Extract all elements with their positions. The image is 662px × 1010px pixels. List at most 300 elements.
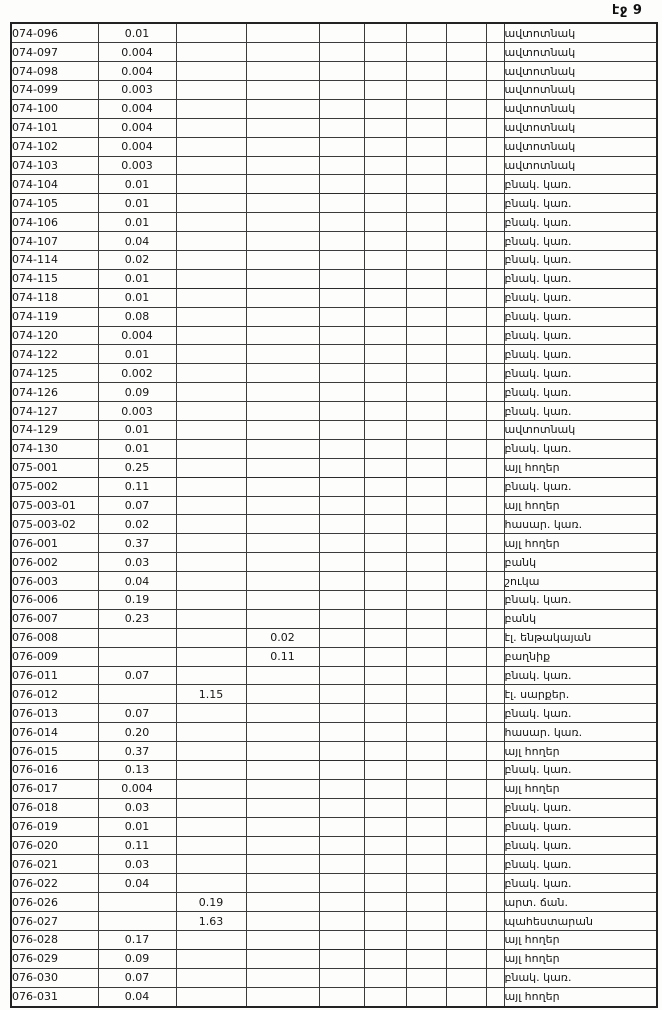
empty-cell bbox=[364, 817, 406, 836]
area-col3-cell bbox=[176, 99, 246, 118]
empty-cell bbox=[446, 439, 486, 458]
area-col3-cell bbox=[176, 402, 246, 421]
empty-cell bbox=[364, 572, 406, 591]
area-col3-cell bbox=[176, 968, 246, 987]
table-row bbox=[11, 194, 657, 213]
area-col4-cell bbox=[246, 685, 319, 704]
empty-cell bbox=[406, 553, 446, 572]
land-use-cell: բնակ. կառ. bbox=[504, 798, 657, 817]
empty-cell bbox=[319, 213, 364, 232]
empty-cell bbox=[486, 704, 504, 723]
parcel-id-cell: 074-104 bbox=[11, 175, 98, 194]
empty-cell bbox=[364, 458, 406, 477]
empty-cell bbox=[446, 43, 486, 62]
area-col3-cell bbox=[176, 458, 246, 477]
empty-cell bbox=[406, 43, 446, 62]
table-row bbox=[11, 213, 657, 232]
area-col3-cell bbox=[176, 628, 246, 647]
table-row bbox=[11, 137, 657, 156]
empty-cell bbox=[486, 723, 504, 742]
parcel-id-cell: 074-098 bbox=[11, 62, 98, 81]
area-col2-cell: 0.23 bbox=[98, 609, 176, 628]
area-col2-cell: 0.01 bbox=[98, 439, 176, 458]
parcel-id-cell: 074-127 bbox=[11, 402, 98, 421]
empty-cell bbox=[364, 345, 406, 364]
land-use-cell: բնակ. կառ. bbox=[504, 364, 657, 383]
parcel-id-cell: 076-009 bbox=[11, 647, 98, 666]
area-col2-cell: 0.04 bbox=[98, 987, 176, 1007]
empty-cell bbox=[364, 553, 406, 572]
empty-cell bbox=[364, 893, 406, 912]
land-use-cell: ավտոտնակ bbox=[504, 80, 657, 99]
empty-cell bbox=[406, 798, 446, 817]
area-col3-cell bbox=[176, 23, 246, 43]
empty-cell bbox=[446, 666, 486, 685]
empty-cell bbox=[406, 232, 446, 251]
area-col2-cell: 0.19 bbox=[98, 591, 176, 610]
empty-cell bbox=[446, 156, 486, 175]
table-row bbox=[11, 288, 657, 307]
empty-cell bbox=[319, 232, 364, 251]
area-col2-cell: 0.01 bbox=[98, 175, 176, 194]
area-col3-cell bbox=[176, 742, 246, 761]
table-row bbox=[11, 534, 657, 553]
empty-cell bbox=[486, 931, 504, 950]
empty-cell bbox=[319, 855, 364, 874]
empty-cell bbox=[486, 269, 504, 288]
empty-cell bbox=[486, 968, 504, 987]
area-col4-cell bbox=[246, 250, 319, 269]
area-col2-cell: 0.01 bbox=[98, 420, 176, 439]
table-row bbox=[11, 326, 657, 345]
empty-cell bbox=[319, 949, 364, 968]
empty-cell bbox=[446, 949, 486, 968]
area-col2-cell: 0.004 bbox=[98, 43, 176, 62]
empty-cell bbox=[406, 912, 446, 931]
area-col2-cell: 0.37 bbox=[98, 742, 176, 761]
parcel-id-cell: 076-020 bbox=[11, 836, 98, 855]
empty-cell bbox=[364, 156, 406, 175]
area-col4-cell bbox=[246, 893, 319, 912]
empty-cell bbox=[486, 874, 504, 893]
area-col4-cell bbox=[246, 439, 319, 458]
land-use-cell: բանկ bbox=[504, 553, 657, 572]
area-col2-cell: 0.004 bbox=[98, 137, 176, 156]
table-row bbox=[11, 685, 657, 704]
empty-cell bbox=[319, 458, 364, 477]
empty-cell bbox=[486, 250, 504, 269]
area-col3-cell bbox=[176, 496, 246, 515]
empty-cell bbox=[406, 307, 446, 326]
parcel-id-cell: 076-011 bbox=[11, 666, 98, 685]
table-row bbox=[11, 23, 657, 43]
empty-cell bbox=[319, 609, 364, 628]
area-col3-cell bbox=[176, 307, 246, 326]
area-col4-cell bbox=[246, 609, 319, 628]
empty-cell bbox=[364, 383, 406, 402]
area-col4-cell bbox=[246, 458, 319, 477]
area-col3-cell bbox=[176, 987, 246, 1007]
land-use-cell: բնակ. կառ. bbox=[504, 383, 657, 402]
empty-cell bbox=[319, 968, 364, 987]
empty-cell bbox=[486, 307, 504, 326]
empty-cell bbox=[364, 798, 406, 817]
land-use-cell: բնակ. կառ. bbox=[504, 269, 657, 288]
empty-cell bbox=[406, 742, 446, 761]
area-col3-cell: 0.19 bbox=[176, 893, 246, 912]
area-col3-cell bbox=[176, 647, 246, 666]
area-col2-cell: 0.07 bbox=[98, 968, 176, 987]
parcel-id-cell: 074-122 bbox=[11, 345, 98, 364]
area-col4-cell bbox=[246, 43, 319, 62]
land-use-cell: բնակ. կառ. bbox=[504, 761, 657, 780]
area-col2-cell: 0.07 bbox=[98, 704, 176, 723]
empty-cell bbox=[319, 288, 364, 307]
land-use-cell: ավտոտնակ bbox=[504, 43, 657, 62]
empty-cell bbox=[446, 364, 486, 383]
empty-cell bbox=[406, 628, 446, 647]
land-use-cell: ավտոտնակ bbox=[504, 62, 657, 81]
area-col4-cell bbox=[246, 666, 319, 685]
area-col2-cell: 0.13 bbox=[98, 761, 176, 780]
empty-cell bbox=[364, 137, 406, 156]
area-col2-cell: 0.01 bbox=[98, 288, 176, 307]
empty-cell bbox=[319, 666, 364, 685]
area-col4-cell bbox=[246, 855, 319, 874]
empty-cell bbox=[406, 99, 446, 118]
area-col4-cell bbox=[246, 779, 319, 798]
area-col2-cell: 0.25 bbox=[98, 458, 176, 477]
empty-cell bbox=[319, 572, 364, 591]
area-col2-cell: 0.01 bbox=[98, 213, 176, 232]
area-col3-cell bbox=[176, 477, 246, 496]
page-number: էջ 9 bbox=[612, 3, 643, 18]
table-row bbox=[11, 723, 657, 742]
table-row bbox=[11, 761, 657, 780]
empty-cell bbox=[486, 213, 504, 232]
empty-cell bbox=[319, 704, 364, 723]
area-col2-cell: 0.002 bbox=[98, 364, 176, 383]
area-col2-cell: 0.20 bbox=[98, 723, 176, 742]
empty-cell bbox=[364, 326, 406, 345]
empty-cell bbox=[319, 647, 364, 666]
area-col3-cell bbox=[176, 175, 246, 194]
table-row bbox=[11, 364, 657, 383]
land-use-cell: բաղնիք bbox=[504, 647, 657, 666]
parcel-id-cell: 074-103 bbox=[11, 156, 98, 175]
area-col3-cell bbox=[176, 439, 246, 458]
empty-cell bbox=[406, 704, 446, 723]
area-col2-cell: 0.03 bbox=[98, 553, 176, 572]
land-use-cell: ավտոտնակ bbox=[504, 99, 657, 118]
land-use-cell: բնակ. կառ. bbox=[504, 968, 657, 987]
parcel-id-cell: 076-031 bbox=[11, 987, 98, 1007]
area-col3-cell bbox=[176, 553, 246, 572]
area-col3-cell bbox=[176, 232, 246, 251]
empty-cell bbox=[486, 912, 504, 931]
table-row bbox=[11, 99, 657, 118]
area-col3-cell bbox=[176, 572, 246, 591]
parcel-id-cell: 076-017 bbox=[11, 779, 98, 798]
empty-cell bbox=[319, 439, 364, 458]
empty-cell bbox=[446, 704, 486, 723]
area-col4-cell bbox=[246, 62, 319, 81]
empty-cell bbox=[319, 779, 364, 798]
table-row bbox=[11, 893, 657, 912]
table-row bbox=[11, 420, 657, 439]
table-row bbox=[11, 496, 657, 515]
table-row bbox=[11, 307, 657, 326]
area-col3-cell bbox=[176, 137, 246, 156]
area-col3-cell bbox=[176, 383, 246, 402]
area-col4-cell: 0.02 bbox=[246, 628, 319, 647]
area-col2-cell: 0.03 bbox=[98, 798, 176, 817]
empty-cell bbox=[406, 572, 446, 591]
area-col3-cell bbox=[176, 666, 246, 685]
area-col2-cell: 0.004 bbox=[98, 62, 176, 81]
empty-cell bbox=[406, 723, 446, 742]
empty-cell bbox=[319, 137, 364, 156]
empty-cell bbox=[486, 534, 504, 553]
empty-cell bbox=[364, 402, 406, 421]
empty-cell bbox=[446, 62, 486, 81]
empty-cell bbox=[486, 194, 504, 213]
table-row bbox=[11, 383, 657, 402]
area-col4-cell bbox=[246, 118, 319, 137]
empty-cell bbox=[486, 477, 504, 496]
empty-cell bbox=[364, 761, 406, 780]
empty-cell bbox=[406, 477, 446, 496]
area-col4-cell: 0.11 bbox=[246, 647, 319, 666]
empty-cell bbox=[364, 628, 406, 647]
area-col2-cell bbox=[98, 912, 176, 931]
land-use-cell: բնակ. կառ. bbox=[504, 194, 657, 213]
empty-cell bbox=[406, 874, 446, 893]
empty-cell bbox=[486, 855, 504, 874]
parcel-id-cell: 074-101 bbox=[11, 118, 98, 137]
area-col4-cell bbox=[246, 572, 319, 591]
empty-cell bbox=[486, 232, 504, 251]
empty-cell bbox=[406, 402, 446, 421]
parcel-id-cell: 076-012 bbox=[11, 685, 98, 704]
table-row bbox=[11, 968, 657, 987]
empty-cell bbox=[364, 496, 406, 515]
empty-cell bbox=[446, 609, 486, 628]
empty-cell bbox=[406, 515, 446, 534]
table-row bbox=[11, 402, 657, 421]
empty-cell bbox=[446, 345, 486, 364]
area-col2-cell: 0.04 bbox=[98, 232, 176, 251]
empty-cell bbox=[446, 232, 486, 251]
empty-cell bbox=[486, 156, 504, 175]
empty-cell bbox=[364, 175, 406, 194]
table-row bbox=[11, 742, 657, 761]
empty-cell bbox=[446, 893, 486, 912]
parcel-id-cell: 074-125 bbox=[11, 364, 98, 383]
area-col4-cell bbox=[246, 496, 319, 515]
area-col3-cell: 1.15 bbox=[176, 685, 246, 704]
empty-cell bbox=[364, 685, 406, 704]
empty-cell bbox=[319, 383, 364, 402]
empty-cell bbox=[486, 609, 504, 628]
parcel-id-cell: 076-002 bbox=[11, 553, 98, 572]
table-row bbox=[11, 250, 657, 269]
empty-cell bbox=[486, 666, 504, 685]
empty-cell bbox=[406, 175, 446, 194]
area-col4-cell bbox=[246, 798, 319, 817]
empty-cell bbox=[364, 232, 406, 251]
empty-cell bbox=[486, 458, 504, 477]
empty-cell bbox=[486, 402, 504, 421]
area-col2-cell: 0.08 bbox=[98, 307, 176, 326]
empty-cell bbox=[319, 250, 364, 269]
table-row bbox=[11, 43, 657, 62]
empty-cell bbox=[406, 250, 446, 269]
table-row bbox=[11, 704, 657, 723]
empty-cell bbox=[406, 439, 446, 458]
land-use-cell: արտ. ճան. bbox=[504, 893, 657, 912]
empty-cell bbox=[319, 156, 364, 175]
parcel-id-cell: 076-006 bbox=[11, 591, 98, 610]
empty-cell bbox=[446, 723, 486, 742]
parcel-id-cell: 074-114 bbox=[11, 250, 98, 269]
empty-cell bbox=[406, 609, 446, 628]
table-row bbox=[11, 874, 657, 893]
empty-cell bbox=[364, 250, 406, 269]
area-col4-cell bbox=[246, 288, 319, 307]
area-col3-cell bbox=[176, 194, 246, 213]
empty-cell bbox=[364, 855, 406, 874]
area-col4-cell bbox=[246, 553, 319, 572]
empty-cell bbox=[319, 496, 364, 515]
land-use-cell: ավտոտնակ bbox=[504, 156, 657, 175]
land-use-cell: բնակ. կառ. bbox=[504, 232, 657, 251]
table-row bbox=[11, 345, 657, 364]
parcel-id-cell: 076-030 bbox=[11, 968, 98, 987]
land-use-cell: բնակ. կառ. bbox=[504, 175, 657, 194]
parcel-id-cell: 074-100 bbox=[11, 99, 98, 118]
empty-cell bbox=[446, 496, 486, 515]
parcel-id-cell: 074-099 bbox=[11, 80, 98, 99]
empty-cell bbox=[406, 893, 446, 912]
empty-cell bbox=[364, 779, 406, 798]
land-use-cell: բնակ. կառ. bbox=[504, 402, 657, 421]
empty-cell bbox=[406, 288, 446, 307]
empty-cell bbox=[486, 591, 504, 610]
empty-cell bbox=[319, 99, 364, 118]
empty-cell bbox=[446, 420, 486, 439]
area-col4-cell bbox=[246, 949, 319, 968]
land-use-cell: հասար. կառ. bbox=[504, 515, 657, 534]
parcel-id-cell: 074-120 bbox=[11, 326, 98, 345]
area-col4-cell bbox=[246, 515, 319, 534]
area-col3-cell: 1.63 bbox=[176, 912, 246, 931]
empty-cell bbox=[486, 137, 504, 156]
empty-cell bbox=[364, 931, 406, 950]
empty-cell bbox=[319, 477, 364, 496]
table-row bbox=[11, 666, 657, 685]
empty-cell bbox=[446, 515, 486, 534]
table-row bbox=[11, 912, 657, 931]
area-col2-cell: 0.01 bbox=[98, 194, 176, 213]
empty-cell bbox=[364, 704, 406, 723]
empty-cell bbox=[446, 402, 486, 421]
empty-cell bbox=[319, 798, 364, 817]
area-col3-cell bbox=[176, 591, 246, 610]
empty-cell bbox=[446, 874, 486, 893]
area-col4-cell bbox=[246, 874, 319, 893]
area-col2-cell: 0.17 bbox=[98, 931, 176, 950]
empty-cell bbox=[446, 779, 486, 798]
parcel-id-cell: 075-003-01 bbox=[11, 496, 98, 515]
empty-cell bbox=[364, 420, 406, 439]
table-row bbox=[11, 477, 657, 496]
empty-cell bbox=[446, 213, 486, 232]
empty-cell bbox=[319, 194, 364, 213]
area-col2-cell: 0.01 bbox=[98, 269, 176, 288]
parcel-id-cell: 074-126 bbox=[11, 383, 98, 402]
area-col2-cell: 0.004 bbox=[98, 326, 176, 345]
land-use-cell: էլ. ենթակայան bbox=[504, 628, 657, 647]
area-col3-cell bbox=[176, 326, 246, 345]
area-col2-cell: 0.02 bbox=[98, 515, 176, 534]
empty-cell bbox=[364, 609, 406, 628]
area-col4-cell bbox=[246, 534, 319, 553]
empty-cell bbox=[319, 874, 364, 893]
empty-cell bbox=[319, 175, 364, 194]
area-col2-cell: 0.37 bbox=[98, 534, 176, 553]
empty-cell bbox=[446, 742, 486, 761]
land-use-cell: այլ հողեր bbox=[504, 458, 657, 477]
area-col3-cell bbox=[176, 118, 246, 137]
empty-cell bbox=[364, 118, 406, 137]
empty-cell bbox=[364, 269, 406, 288]
empty-cell bbox=[446, 307, 486, 326]
parcel-id-cell: 076-022 bbox=[11, 874, 98, 893]
area-col3-cell bbox=[176, 213, 246, 232]
land-use-cell: հասար. կառ. bbox=[504, 723, 657, 742]
area-col4-cell bbox=[246, 307, 319, 326]
empty-cell bbox=[319, 118, 364, 137]
land-use-cell: բնակ. կառ. bbox=[504, 250, 657, 269]
empty-cell bbox=[446, 326, 486, 345]
parcel-id-cell: 076-008 bbox=[11, 628, 98, 647]
area-col2-cell: 0.09 bbox=[98, 949, 176, 968]
area-col2-cell: 0.07 bbox=[98, 666, 176, 685]
empty-cell bbox=[319, 80, 364, 99]
land-use-cell: բնակ. կառ. bbox=[504, 477, 657, 496]
area-col4-cell bbox=[246, 836, 319, 855]
area-col2-cell: 0.04 bbox=[98, 874, 176, 893]
area-col4-cell bbox=[246, 99, 319, 118]
empty-cell bbox=[446, 798, 486, 817]
empty-cell bbox=[486, 949, 504, 968]
empty-cell bbox=[446, 80, 486, 99]
empty-cell bbox=[486, 383, 504, 402]
area-col2-cell: 0.02 bbox=[98, 250, 176, 269]
empty-cell bbox=[486, 175, 504, 194]
empty-cell bbox=[486, 80, 504, 99]
area-col2-cell: 0.11 bbox=[98, 477, 176, 496]
table-row bbox=[11, 458, 657, 477]
empty-cell bbox=[319, 534, 364, 553]
table-row bbox=[11, 931, 657, 950]
empty-cell bbox=[364, 742, 406, 761]
land-use-cell: բնակ. կառ. bbox=[504, 307, 657, 326]
parcel-id-cell: 074-129 bbox=[11, 420, 98, 439]
area-col4-cell bbox=[246, 723, 319, 742]
empty-cell bbox=[406, 666, 446, 685]
